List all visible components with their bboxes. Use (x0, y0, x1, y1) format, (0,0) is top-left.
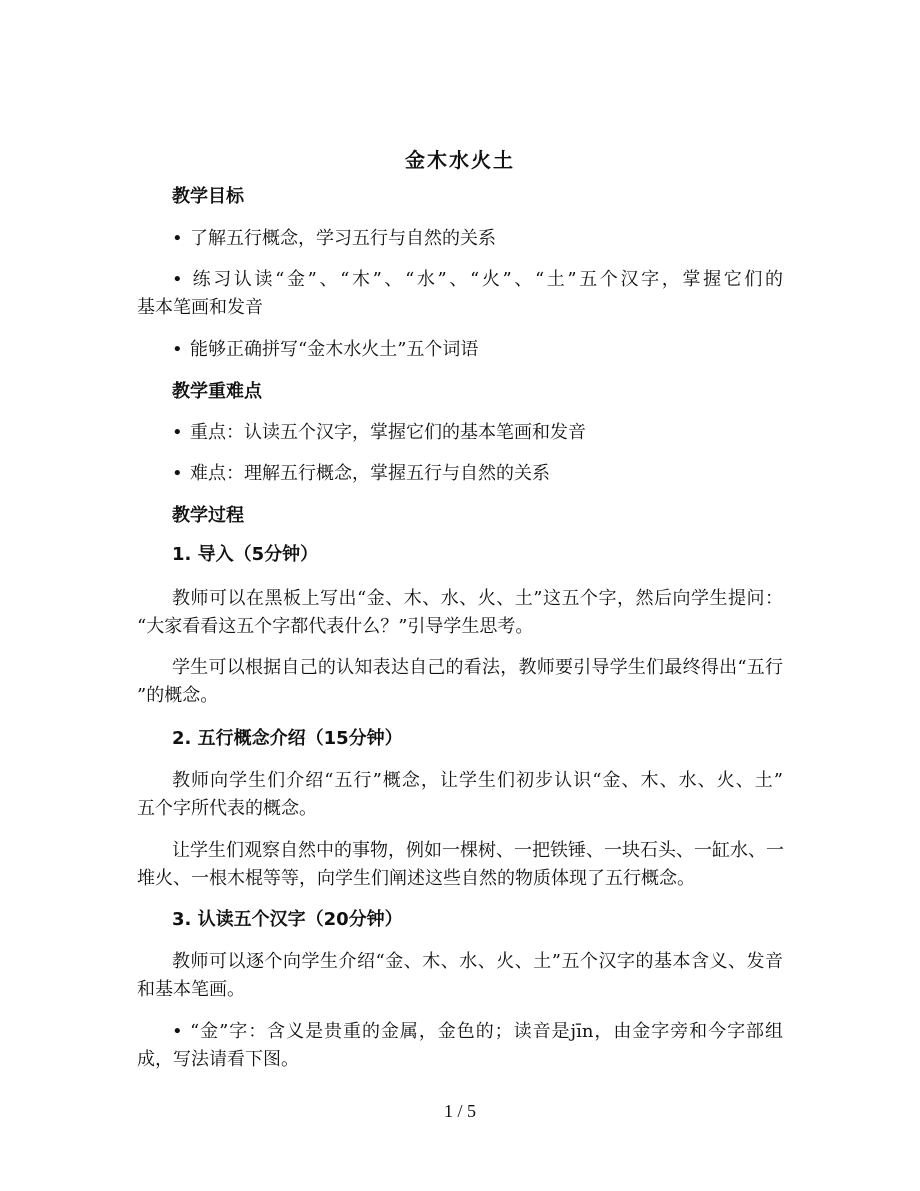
objective-bullet-1 (172, 225, 783, 253)
difficult-point-bullet (172, 460, 783, 488)
paragraph-line: ”的概念。 (137, 685, 219, 706)
bullet-text: 能够正确拼写“金木水火土”五个词语 (190, 339, 479, 360)
objective-bullet-2-continuation: 基本笔画和发音 (137, 297, 263, 318)
bullet-text: 难点：理解五行概念，掌握五行与自然的关系 (190, 463, 550, 484)
paragraph-line: 五个字所代表的概念。 (137, 798, 317, 819)
paragraph-line: 让学生们观察自然中的事物，例如一棵树、一把铁锤、一块石头、一缸水、一 (172, 840, 784, 861)
bullet-text: 了解五行概念，学习五行与自然的关系 (190, 228, 496, 249)
objective-bullet-2 (172, 266, 783, 294)
paragraph-line: 教师可以逐个向学生介绍“金、木、水、火、土”五个汉字的基本含义、发音 (172, 951, 783, 972)
section-heading-teaching-objectives: 教学目标 (172, 186, 244, 207)
character-jin-bullet (172, 1018, 783, 1046)
step-heading-introduction: 1. 导入（5分钟） (172, 544, 319, 565)
bullet-icon: • (172, 1021, 183, 1042)
document-title: 金木水火土 (405, 148, 515, 172)
step-heading-read-five-characters: 3. 认读五个汉字（20分钟） (172, 909, 403, 930)
paragraph-line: 堆火、一根木棍等等，向学生们阐述这些自然的物质体现了五行概念。 (137, 868, 695, 889)
section-heading-key-difficult-points: 教学重难点 (172, 381, 262, 402)
bullet-icon: • (172, 463, 183, 484)
character-jin-bullet-continuation: 成，写法请看下图。 (137, 1049, 299, 1070)
paragraph-line: 和基本笔画。 (137, 979, 245, 1000)
bullet-text: “金”字：含义是贵重的金属，金色的；读音是jīn，由金字旁和今字部组 (190, 1021, 783, 1042)
bullet-icon: • (172, 269, 183, 290)
objective-bullet-3 (172, 336, 783, 364)
bullet-icon: • (172, 339, 183, 360)
paragraph-line: 学生可以根据自己的认知表达自己的看法，教师要引导学生们最终得出“五行 (172, 657, 783, 678)
section-heading-teaching-process: 教学过程 (172, 505, 244, 526)
key-point-bullet (172, 419, 783, 447)
page-number-indicator: 1 / 5 (443, 1101, 476, 1121)
bullet-icon: • (172, 422, 183, 443)
paragraph-line: 教师向学生们介绍“五行”概念，让学生们初步认识“金、木、水、火、土” (172, 770, 783, 791)
bullet-text: 练习认读“金”、“木”、“水”、“火”、“土”五个汉字，掌握它们的 (190, 269, 783, 290)
bullet-text: 重点：认读五个汉字，掌握它们的基本笔画和发音 (190, 422, 586, 443)
bullet-icon: • (172, 228, 183, 249)
paragraph-line: “大家看看这五个字都代表什么？”引导学生思考。 (137, 616, 534, 637)
paragraph-line: 教师可以在黑板上写出“金、木、水、火、土”这五个字，然后向学生提问： (172, 588, 783, 609)
step-heading-five-elements-intro: 2. 五行概念介绍（15分钟） (172, 728, 403, 749)
